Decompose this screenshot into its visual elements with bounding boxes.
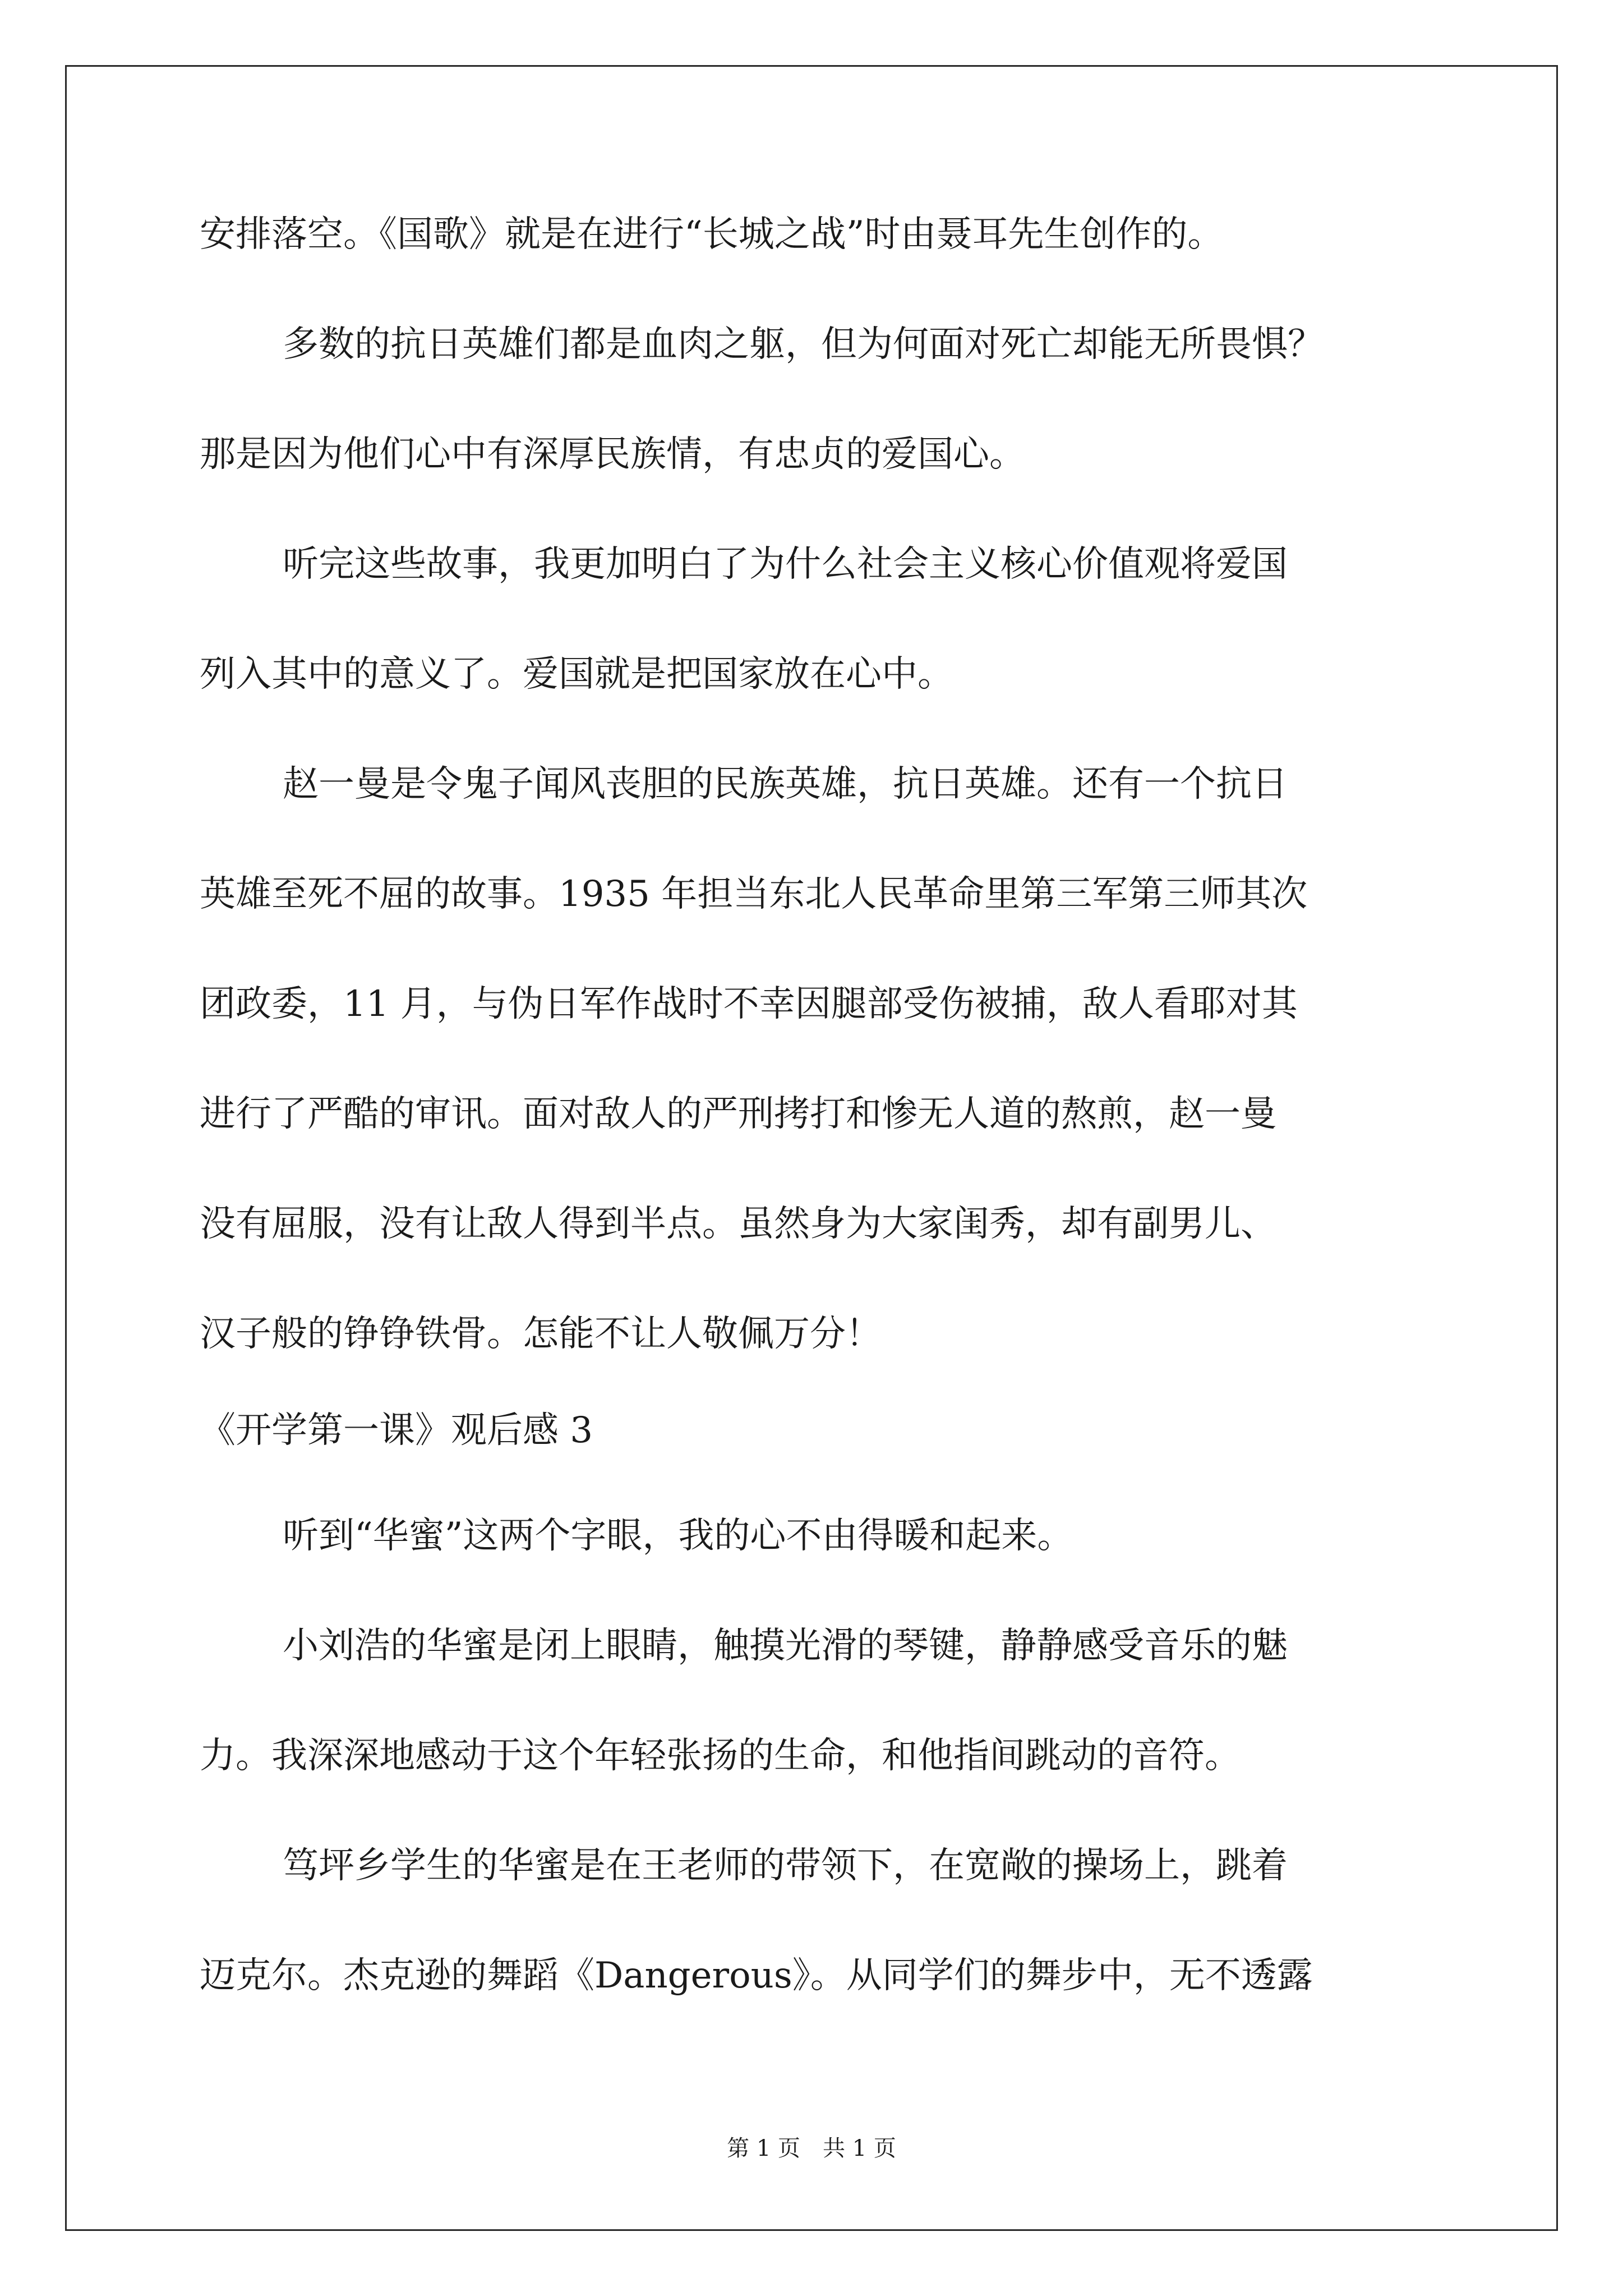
paragraph-start-line: 听到“华蜜”这两个字眼，我的心不由得暖和起来。 (283, 1515, 1073, 1557)
paragraph-start-line: 听完这些故事，我更加明白了为什么社会主义核心价值观将爱国 (283, 544, 1288, 585)
text-line: 安排落空。《国歌》就是在进行“长城之战”时由聂耳先生创作的。 (200, 214, 1224, 255)
text-line: 列入其中的意义了。爱国就是把国家放在心中。 (200, 654, 953, 695)
text-line: 进行了严酷的审讯。面对敌人的严刑拷打和惨无人道的熬煎，赵一曼 (200, 1093, 1276, 1135)
page-total: 共 1 页 (823, 2136, 896, 2161)
text-line: 力。我深深地感动于这个年轻张扬的生命，和他指间跳动的音符。 (200, 1735, 1241, 1777)
text-line: 团政委，11 月，与伪日军作战时不幸因腿部受伤被捕，敌人看耶对其 (200, 983, 1298, 1025)
text-line: 没有屈服，没有让敌人得到半点。虽然身为大家闺秀，却有副男儿、 (200, 1203, 1276, 1245)
page-number: 第 1 页 (727, 2136, 800, 2161)
section-heading: 《开学第一课》观后感 3 (200, 1410, 593, 1451)
text-line: 汉子般的铮铮铁骨。怎能不让人敬佩万分！ (200, 1313, 882, 1355)
paragraph-start-line: 小刘浩的华蜜是闭上眼睛，触摸光滑的琴键，静静感受音乐的魅 (283, 1625, 1288, 1667)
page-border (65, 65, 1558, 2231)
text-line: 迈克尔。杰克逊的舞蹈《Dangerous》。从同学们的舞步中，无不透露 (200, 1955, 1313, 1996)
text-line: 那是因为他们心中有深厚民族情，有忠贞的爱国心。 (200, 434, 1025, 475)
paragraph-start-line: 笃坪乡学生的华蜜是在王老师的带领下，在宽敞的操场上，跳着 (283, 1845, 1288, 1887)
text-line: 英雄至死不屈的故事。1935 年担当东北人民革命里第三军第三师其次 (200, 873, 1308, 915)
paragraph-start-line: 多数的抗日英雄们都是血肉之躯，但为何面对死亡却能无所畏惧？ (283, 324, 1324, 365)
page-footer (0, 2132, 1623, 2165)
paragraph-start-line: 赵一曼是令鬼子闻风丧胆的民族英雄，抗日英雄。还有一个抗日 (283, 763, 1288, 805)
